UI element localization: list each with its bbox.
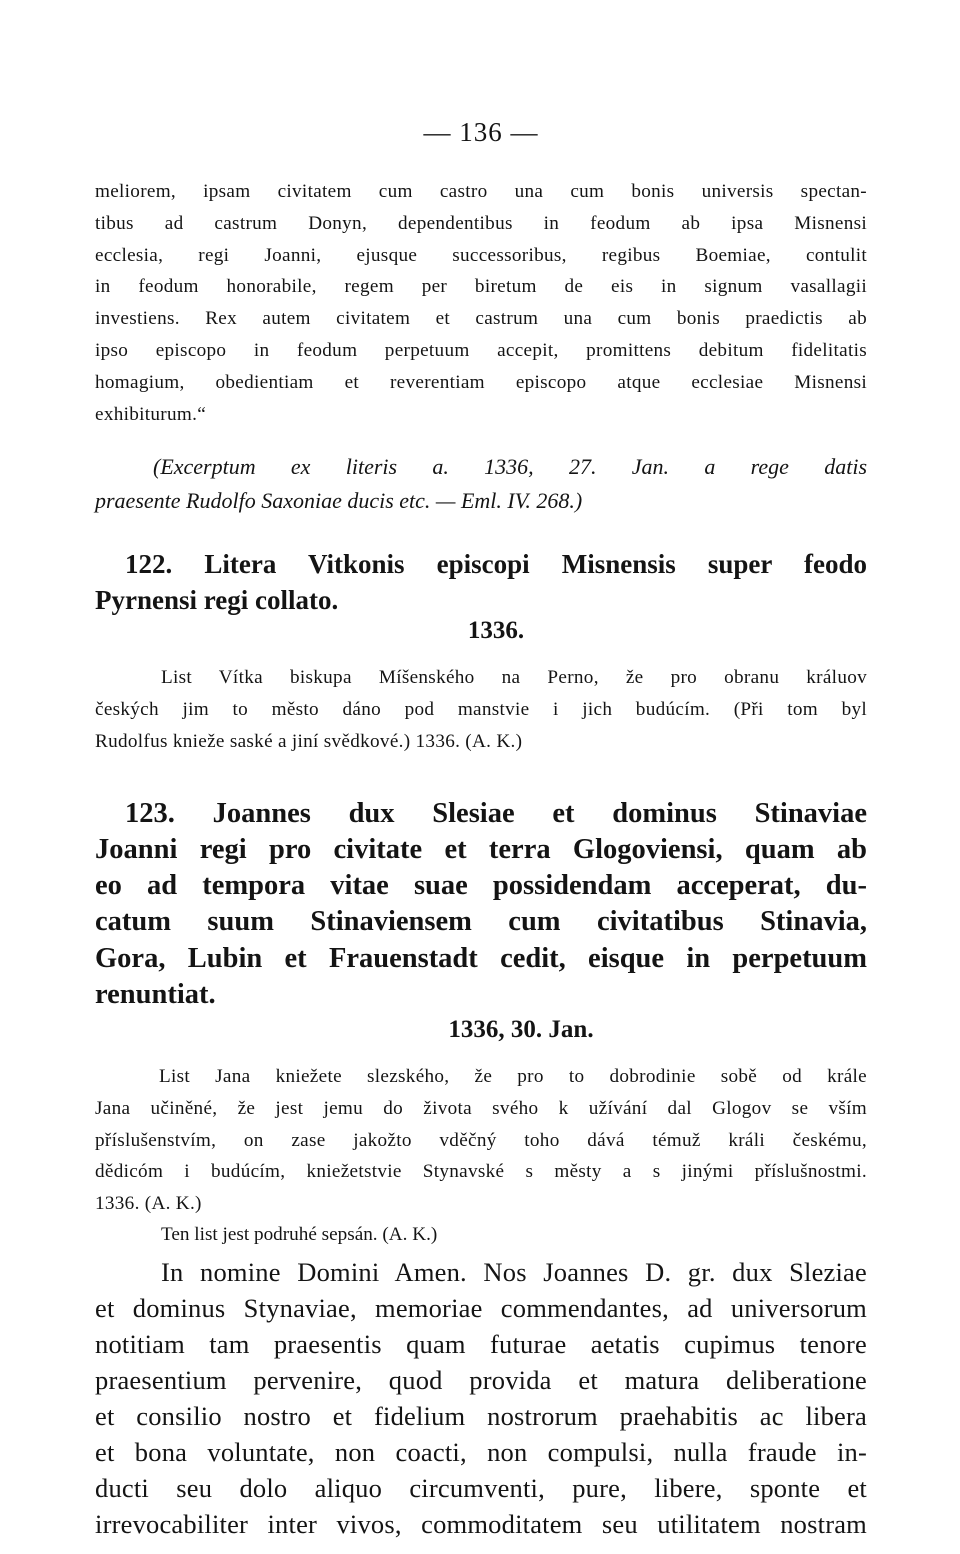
citation-line: praesente Rudolfo Saxoniae ducis etc. — Eml. IV. 268.): [95, 488, 583, 514]
main-text-line: et consilio nostro et fidelium nostrorum praehabitis ac libera: [95, 1400, 867, 1431]
summary-line: 1336. (A. K.): [95, 1193, 202, 1215]
page-number: — 136 —: [423, 117, 539, 147]
heading-line: renuntiat.: [95, 978, 216, 1010]
summary-line: Jana učiněné, že jest jemu do života svého k užívání dal Glogov se vším: [95, 1097, 867, 1119]
section-123-note: Ten list jest podruhé sepsán. (A. K.): [161, 1223, 438, 1245]
summary-line: Rudolfus knieže saské a jiní svědkové.) 1336. (A. K.): [95, 730, 523, 752]
summary-line: dědicóm i budúcím, kniežetstvie Stynavské s městy a s jinými příslušnostmi.: [95, 1161, 867, 1183]
intro-paragraph: [95, 176, 867, 430]
summary-line: List Vítka biskupa Míšenského na Perno, že pro obranu králuov: [161, 667, 867, 689]
section-123-date: 1336, 30. Jan.: [448, 1015, 594, 1043]
summary-line: příslušenstvím, on zase jakožto vděčný toho dává témuž králi českému,: [95, 1129, 867, 1151]
text-line: exhibiturum.“: [95, 403, 207, 425]
section-123-summary: [95, 1061, 867, 1220]
main-text-line: irrevocabiliter inter vivos, commoditatem seu utilitatem nostram: [95, 1508, 867, 1539]
text-line: homagium, obedientiam et reverentiam episcopo atque ecclesiae Misnensi: [95, 371, 867, 393]
heading-line: eo ad tempora vitae suae possidendam acceperat, du-: [95, 870, 867, 902]
text-line: ipso episcopo in feodum perpetuum accepit, promittens debitum fidelitatis: [95, 339, 867, 361]
main-text-line: notitiam tam praesentis quam futurae aetatis cupimus tenore: [95, 1328, 867, 1359]
heading-line: 123. Joannes dux Slesiae et dominus Stinaviae: [125, 797, 867, 829]
main-text-line: et dominus Stynaviae, memoriae commendantes, ad universorum: [95, 1292, 867, 1323]
heading-line: Gora, Lubin et Frauenstadt cedit, eisque in perpetuum: [95, 942, 867, 974]
main-text-line: praesentium pervenire, quod provida et matura deliberatione: [95, 1364, 867, 1395]
section-122-summary: [95, 662, 867, 757]
heading-line: Pyrnensi regi collato.: [95, 585, 339, 616]
section-123-heading: [95, 796, 867, 1013]
main-text-line: In nomine Domini Amen. Nos Joannes D. gr. dux Sleziae: [161, 1256, 867, 1287]
text-line: in feodum honorabile, regem per biretum de eis in signum vasallagii: [95, 276, 867, 298]
heading-line: Joanni regi pro civitate et terra Glogoviensi, quam ab: [95, 833, 867, 865]
main-text: [95, 1254, 867, 1542]
main-text-line: ducti seu dolo aliquo circumventi, pure, libere, sponte et: [95, 1472, 867, 1503]
citation: [95, 450, 867, 518]
heading-line: catum suum Stinaviensem cum civitatibus Stinavia,: [95, 906, 867, 938]
document-page: [95, 112, 867, 1542]
text-line: tibus ad castrum Donyn, dependentibus in feodum ab ipsa Misnensi: [95, 212, 867, 234]
heading-line: 122. Litera Vitkonis episcopi Misnensis super feodo: [125, 549, 867, 580]
text-line: meliorem, ipsam civitatem cum castro una cum bonis universis spectan-: [95, 181, 867, 202]
main-text-line: et bona voluntate, non coacti, non compulsi, nulla fraude in-: [95, 1436, 867, 1467]
section-122-heading: [95, 546, 867, 618]
text-line: investiens. Rex autem civitatem et castrum una cum bonis praedictis ab: [95, 308, 867, 330]
text-line: ecclesia, regi Joanni, ejusque successoribus, regibus Boemiae, contulit: [95, 244, 867, 266]
citation-line: (Excerptum ex literis a. 1336, 27. Jan. a rege datis: [153, 454, 867, 480]
summary-line: List Jana kniežete slezského, že pro to dobrodinie sobě od krále: [159, 1065, 867, 1087]
section-122-date: 1336.: [467, 617, 525, 645]
summary-line: českých jim to město dáno pod manstvie i jich budúcím. (Při tom byl: [95, 699, 867, 721]
